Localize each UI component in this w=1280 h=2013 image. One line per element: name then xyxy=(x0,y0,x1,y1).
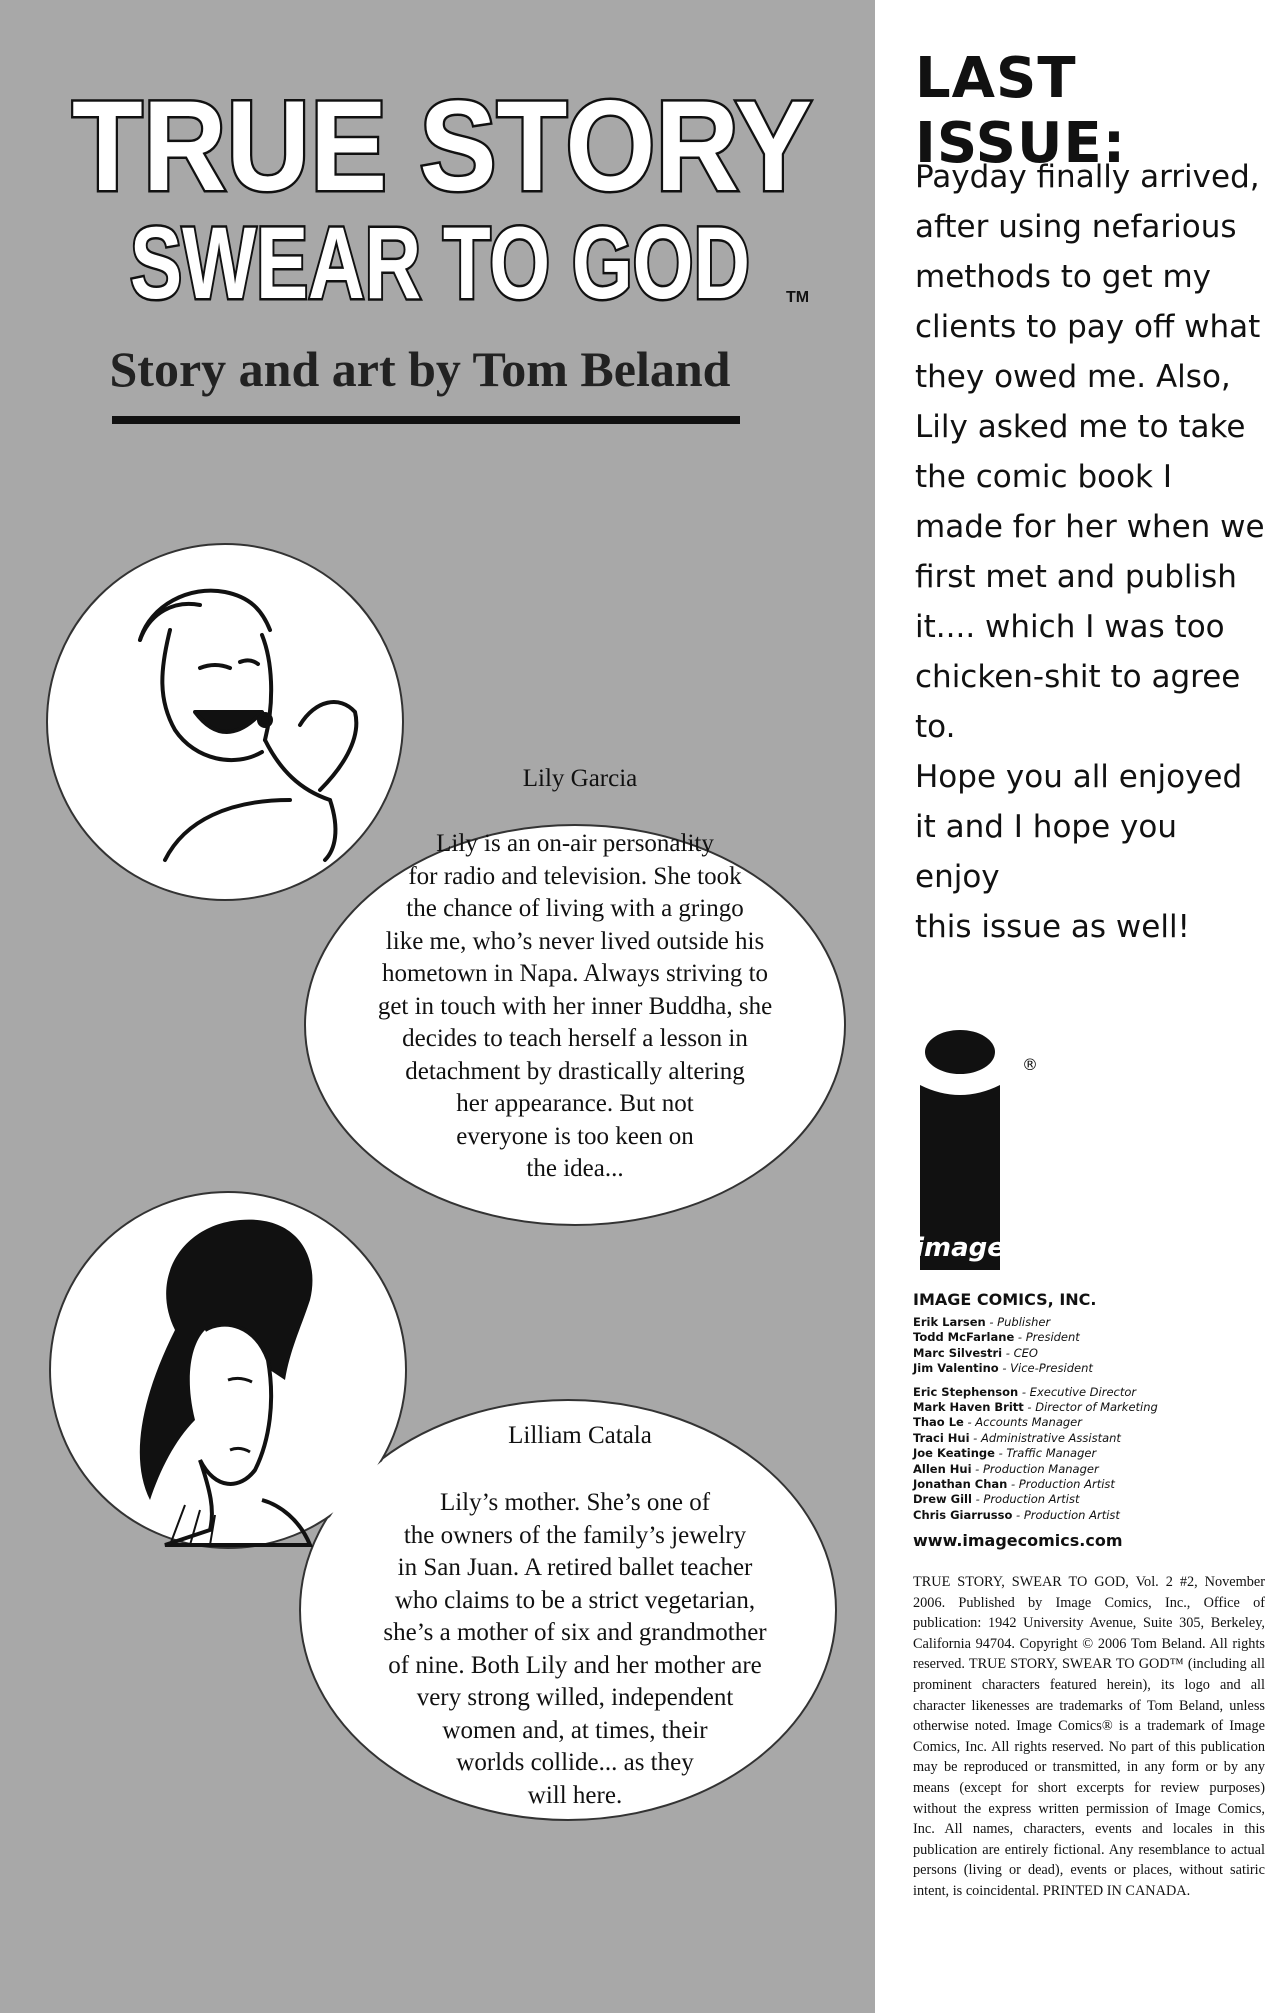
staff-row: Erik Larsen - Publisher xyxy=(913,1315,1051,1329)
staff-row: Eric Stephenson - Executive Director xyxy=(913,1384,1137,1399)
logo-wordmark: image xyxy=(915,1233,1005,1263)
character-bio-lily: Lily is an on-air personality for radio and television. She took the chance of living with a gringo like me, who’s never lived outside his hometown in Napa. Always striving to get in touch with her inner Buddha, she decides to teach herself a lesson in detachment by drastically altering her appearance. But not everyone is too keen on the idea... xyxy=(377,830,773,1182)
staff-row: Thao Le - Accounts Manager xyxy=(913,1415,1082,1430)
company-info xyxy=(913,1290,1273,1550)
last-issue-heading: LAST ISSUE: xyxy=(915,46,1127,176)
staff-row: Jonathan Chan - Production Artist xyxy=(913,1477,1115,1492)
registered-mark: ® xyxy=(1022,1055,1038,1074)
title-line2: SWEAR TO GOD xyxy=(130,206,750,320)
staff-row: Allen Hui - Production Manager xyxy=(913,1461,1099,1476)
trademark: TM xyxy=(786,289,810,306)
byline: Story and art by Tom Beland xyxy=(109,341,731,397)
staff-group-executives xyxy=(913,1315,1273,1377)
staff-row: Drew Gill - Production Artist xyxy=(913,1492,1080,1507)
character-name-lilliam: Lilliam Catala xyxy=(508,1422,652,1449)
staff-row: Jim Valentino - Vice-President xyxy=(913,1361,1093,1376)
image-comics-logo xyxy=(910,1030,1060,1280)
website-link[interactable]: www.imagecomics.com xyxy=(913,1531,1123,1551)
staff-row: Marc Silvestri - CEO xyxy=(913,1345,1038,1360)
staff-row: Traci Hui - Administrative Assistant xyxy=(913,1430,1121,1445)
character-name-lily: Lily Garcia xyxy=(522,765,638,792)
staff-row: Joe Keatinge - Traffic Manager xyxy=(913,1446,1097,1461)
staff-row: Chris Giarrusso - Production Artist xyxy=(913,1507,1120,1522)
title-line1: TRUE STORY xyxy=(72,75,812,218)
legal-indicia: TRUE STORY, SWEAR TO GOD, Vol. 2 #2, November 2006. Published by Image Comics, Inc., Office of publication: 1942 University Avenue, Suite 305, Berkeley, California 94704. Copyright © 2006 Tom Beland. All rights reserved. TRUE STORY, SWEAR TO GOD™ (including all prominent characters featured herein), its logo and all character likenesses are trademarks of Tom Beland, unless otherwise noted. Image Comics® is a trademark of Image Comics, Inc. All rights reserved. No part of this publication may be reproduced or transmitted, in any form or by any means (except for short excerpts for review purposes) without the express written permission of Image Comics, Inc. All names, characters, events and locales in this publication are entirely fictional. Any resemblance to actual persons (living or dead), events or places, without satiric intent, is coincidental. PRINTED IN CANADA. xyxy=(913,1574,1265,1899)
last-issue-summary: Payday finally arrived, after using nefarious methods to get my clients to pay off what they owed me. Also, Lily asked me to take the comic book I made for her when we first met and publish it.... which I was too chicken-shit to agree to. Hope you all enjoyed it and I hope you enjoy this issue as well! xyxy=(915,159,1265,945)
staff-group-staff xyxy=(913,1385,1273,1524)
staff-row: Todd McFarlane - President xyxy=(913,1330,1080,1345)
character-bio-lilliam: Lily’s mother. She’s one of the owners of the family’s jewelry in San Juan. A retired ballet teacher who claims to be a strict vegetarian, she’s a mother of six and grandmother of nine. Both Lily and her mother are very strong willed, independent women and, at times, their worlds collide... as they will here. xyxy=(383,1489,767,1809)
company-name: IMAGE COMICS, INC. xyxy=(913,1290,1097,1309)
staff-row: Mark Haven Britt - Director of Marketing xyxy=(913,1400,1158,1415)
